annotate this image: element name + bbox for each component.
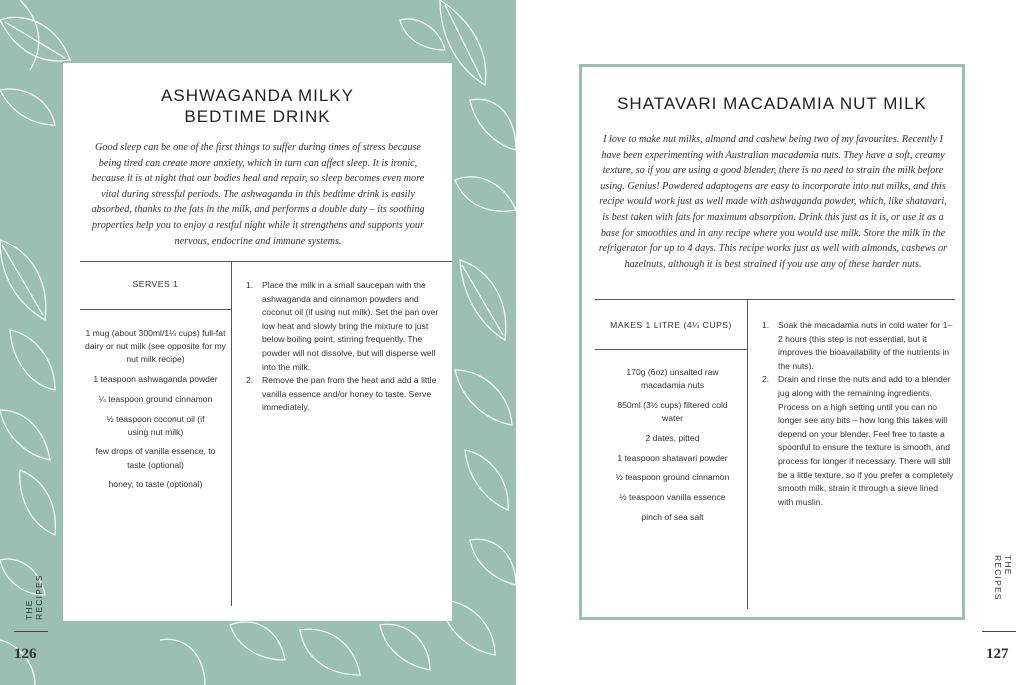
method-step bbox=[246, 279, 439, 374]
page-number-rule bbox=[982, 631, 1016, 632]
recipe-title-line-2: BEDTIME DRINK bbox=[184, 107, 331, 126]
serves-rule bbox=[80, 309, 231, 310]
ingredient-item: 170g (6oz) unsalted raw macadamia nuts bbox=[626, 367, 719, 391]
ingredient-item: honey, to taste (optional) bbox=[108, 479, 203, 490]
recipe-card-shatavari bbox=[579, 64, 965, 620]
method-list bbox=[246, 279, 439, 415]
step-text: Drain and rinse the nuts and add to a blender jug along with the remaining ingredients. Process on a high setting until you can no longer see any bits – how long this takes will depend on your blender. Feel free to taste a spoonful to ensure the texture is smooth, and process for longer if necessary. There will still be a little texture, so if you prefer a completely smooth milk, strain it through a sieve lined with muslin. bbox=[778, 374, 954, 507]
step-text: Remove the pan from the heat and add a little vanilla essence and/or honey to taste. Serve immediately. bbox=[262, 375, 437, 413]
recipe-card-ashwaganda bbox=[63, 63, 452, 621]
section-label: THE RECIPES bbox=[993, 555, 1013, 601]
method-list bbox=[762, 319, 954, 509]
recipe-title: SHATAVARI MACADAMIA NUT MILK bbox=[617, 94, 927, 113]
page-number-rule bbox=[14, 631, 48, 632]
ingredient-list bbox=[83, 327, 228, 498]
ingredient-item: ¼ teaspoon ground cinnamon bbox=[98, 393, 213, 404]
step-number: 1. bbox=[246, 280, 254, 290]
step-number: 2. bbox=[246, 375, 254, 386]
recipe-title-line-1: ASHWAGANDA MILKY bbox=[161, 86, 354, 105]
section-label: THE RECIPES bbox=[24, 574, 44, 620]
step-text: Soak the macadamia nuts in cold water for 1–2 hours (this step is not essential, but it improves the bioavailability of the nutrients in the nuts). bbox=[778, 320, 953, 371]
ingredient-list bbox=[600, 366, 745, 530]
method-step bbox=[246, 374, 439, 415]
table-top-rule bbox=[80, 261, 452, 262]
column-divider bbox=[231, 261, 232, 606]
recipe-intro: I love to make nut milks, almond and cashew being two of my favourites. Recently I have been experimenting with Australian macadamia nuts. They have a soft, creamy texture, so if you are using a good blender, there is no need to strain the milk before using. Genius! Powdered adaptogens are easy to incorporate into nut milks, and this recipe would work just as well made with ashwaganda powder, which, like shatavari, is best taken with fats for maximum absorption. Drink this just as it is, or use it as a base for smoothies and in any recipe where you would use milk. Store the milk in the refrigerator for up to 4 days. This recipe works just as well with almonds, cashews or hazelnuts, although it is best strained if you use any of these harder nuts. bbox=[598, 134, 948, 270]
page-number: 127 bbox=[986, 646, 1009, 662]
table-top-rule bbox=[595, 299, 955, 300]
step-number: 2. bbox=[762, 374, 770, 385]
ingredient-item: ½ teaspoon coconut oil (if using nut milk) bbox=[106, 413, 205, 437]
recipe-intro: Good sleep can be one of the first things to suffer during times of stress because being tired can create more anxiety, which in turn can affect sleep. It is ironic, because it is at night that our bodies heal and repair, so sleep becomes even more vital during stressful periods. The ashwaganda in this bedtime drink is easily absorbed, thanks to the fats in the milk, and performs a double duty – its soothing properties help you to enjoy a restful night while it strengthens and supports your nervous, endocrine and immune systems. bbox=[91, 142, 425, 247]
ingredient-item: few drops of vanilla essence, to taste (optional) bbox=[95, 446, 216, 470]
step-number: 1. bbox=[762, 320, 770, 330]
method-step bbox=[762, 319, 954, 373]
ingredient-item: 1 mug (about 300ml/1¼ cups) full-fat dairy or nut milk (see opposite for my nut milk recipe) bbox=[85, 328, 226, 365]
serves-label: SERVES 1 bbox=[132, 279, 179, 289]
recipe-title bbox=[63, 85, 452, 127]
page-number: 126 bbox=[14, 646, 37, 662]
ingredient-item: ½ teaspoon ground cinnamon bbox=[615, 472, 730, 483]
ingredient-item: 1 teaspoon shatavari powder bbox=[617, 452, 728, 463]
column-divider bbox=[747, 299, 748, 609]
makes-rule bbox=[595, 349, 747, 350]
ingredient-item: 850ml (3½ cups) filtered cold water bbox=[617, 399, 728, 424]
makes-label: MAKES 1 LITRE (4¼ CUPS) bbox=[610, 320, 732, 330]
method-step bbox=[762, 373, 954, 509]
ingredient-item: 1 teaspoon ashwaganda powder bbox=[93, 374, 218, 385]
step-text: Place the milk in a small saucepan with the ashwaganda and cinnamon powders and coconut oil (if using nut milk). Set the pan over low heat and slowly bring the mixture to just below boiling point, stirring frequently. The powder will not dissolve, but will disperse well into the milk. bbox=[262, 280, 439, 372]
ingredient-item: ½ teaspoon vanilla essence bbox=[619, 491, 726, 502]
ingredient-item: 2 dates, pitted bbox=[645, 432, 700, 443]
ingredient-item: pinch of sea salt bbox=[641, 511, 704, 522]
